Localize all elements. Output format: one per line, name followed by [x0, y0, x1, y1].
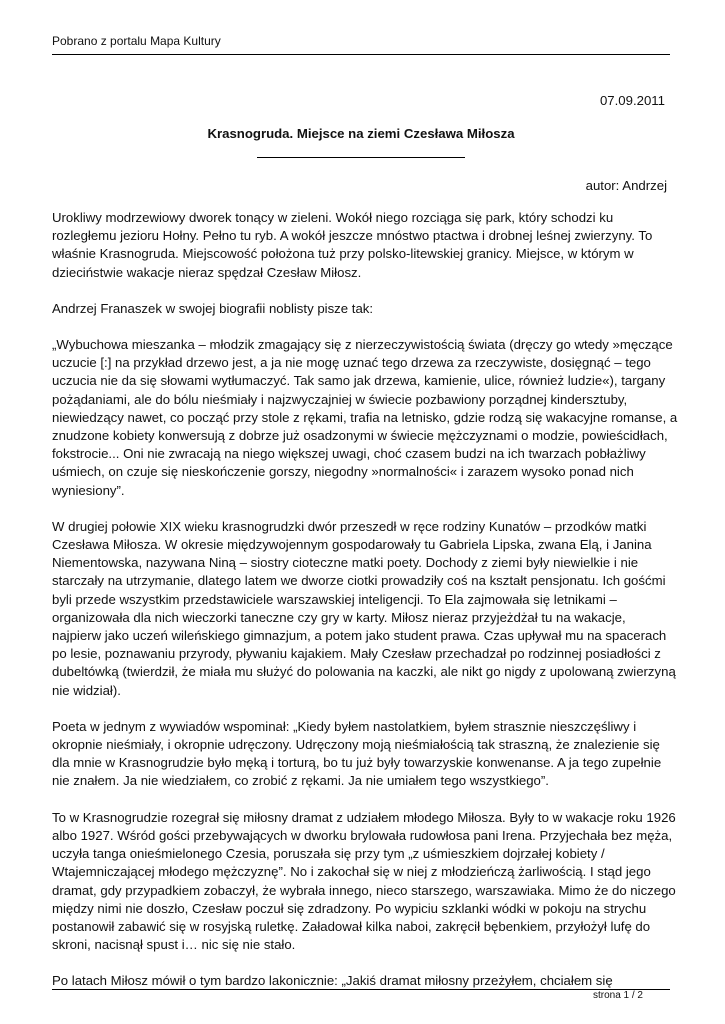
- footer-divider: [52, 989, 670, 990]
- paragraph-7: Po latach Miłosz mówił o tym bardzo lakonicznie: „Jakiś dramat miłosny przeżyłem, chciałem się: [52, 973, 613, 989]
- article-body: [52, 209, 678, 1009]
- paragraph-4: W drugiej połowie XIX wieku krasnogrudzki dwór przeszedł w ręce rodziny Kunatów – przodków matki Czesława Miłosza. W okresie międzywojennym gospodarowały tu Gabriela Lipska, zwana Elą, i Janina Niementowska, nazywana Niną – siostry cioteczne matki poety. Dochody z ziemi były niewielkie i nie starczały na utrzymanie, dlatego latem we dworze ciotki prowadziły coś na kształt pensjonatu. Ich gośćmi byli przede wszystkim przedstawiciele warszawskiej inteligencji. To Ela zajmowała się letnikami – organizowała dla nich wieczorki taneczne czy gry w karty. Miłosz nieraz przyjeżdżał tu na wakacje, najpierw jako uczeń wileńskiego gimnazjum, a potem jako student prawa. Czas upływał mu na spacerach po lesie, poznawaniu przyrody, pływaniu kajakiem. Mały Czesław przechadzał po rodzinnej posiadłości z dubeltówką (twierdził, że miała mu służyć do polowania na kaczki, ale nikt go nigdy z upolowaną zwierzyną nie widział).: [52, 518, 676, 698]
- paragraph-1: Urokliwy modrzewiowy dworek tonący w zieleni. Wokół niego rozciąga się park, który schodzi ku rozległemu jezioru Hołny. Pełno tu ryb. A wokół jeszcze mnóstwo ptactwa i drobnej leśnej zwierzyny. To właśnie Krasnogruda. Miejscowość położona tuż przy polsko-litewskiej granicy. Miejsce, w którym w dzieciństwie wakacje nieraz spędzał Czesław Miłosz.: [52, 210, 653, 280]
- article-date: 07.09.2011: [599, 93, 665, 108]
- source-header: Pobrano z portalu Mapa Kultury: [52, 34, 221, 48]
- article-author: autor: Andrzej: [585, 178, 667, 193]
- header-divider: [52, 54, 670, 55]
- paragraph-3-quote: „Wybuchowa mieszanka – młodzik zmagający się z nierzeczywistością świata (dręczy go wtedy »męczące uczucie [:] na przykład drzewo jest, a ja nie mogę uznać tego drzewa za rzeczywiste, dosięgnąć – tego uczucia nie da się słowami wytłumaczyć. Tak samo jak drzewa, kamienie, ulice, również ludzie«), targany pożądaniami, ale do bólu nieśmiały i najzwyczajniej w świecie pozbawiony porządnej kindersztuby, niewiedzący nawet, co począć przy stole z rękami, trafia na letnisko, gdzie rodzą się wakacyjne romanse, a znudzone kobiety konwersują z dobrze już osadzonymi w świecie mężczyznami o modzie, powieścidłach, fokstrocie... Oni nie zwracają na niego większej uwagi, choć czasem budzi na ich twarzach pobłażliwy uśmiech, on czuje się nieskończenie gorszy, niegodny »normalności« i zarazem wysoko ponad nich wyniesiony”.: [52, 337, 678, 498]
- page-number: strona 1 / 2: [592, 990, 643, 1001]
- paragraph-2: Andrzej Franaszek w swojej biografii noblisty pisze tak:: [52, 300, 374, 316]
- title-block: [52, 125, 670, 158]
- article-title: Krasnogruda. Miejsce na ziemi Czesława Miłosza: [207, 126, 515, 141]
- title-underline: [257, 157, 465, 158]
- paragraph-6: To w Krasnogrudzie rozegrał się miłosny dramat z udziałem młodego Miłosza. Były to w wakacje roku 1926 albo 1927. Wśród gości przebywających w dworku brylowała rudowłosa pani Irena. Przyjechała bez męża, uczyła tanga onieśmielonego Czesia, poruszała się przy tym „z uśmieszkiem dojrzałej kobiety / Wtajemniczającej młodego mężczyznę”. No i zakochał się w niej z młodzieńczą żarliwością. I stąd jego dramat, gdy przypadkiem zobaczył, że wybrała innego, nieco starszego, warszawiaka. Mimo że do niczego między nimi nie doszło, Czesław poczuł się zdradzony. Po wypiciu szklanki wódki w pokoju na strychu postanowił zabawić się w rosyjską ruletkę. Załadował kilka naboi, zakręcił bębenkiem, przyłożył lufę do skroni, nacisnął spust i… nic się nie stało.: [52, 809, 676, 953]
- paragraph-5: Poeta w jednym z wywiadów wspominał: „Kiedy byłem nastolatkiem, byłem strasznie nieszczęśliwy i okropnie nieśmiały, i okropnie udręczony. Udręczony moją nieśmiałością tak straszną, że znalezienie się dla mnie w Krasnogrudzie było męką i torturą, bo tu już były towarzyskie konwenanse. A ja tego zupełnie nie znałem. Ja nie wiedziałem, co zrobić z rękami. Ja nie umiałem tego wszystkiego”.: [52, 718, 662, 789]
